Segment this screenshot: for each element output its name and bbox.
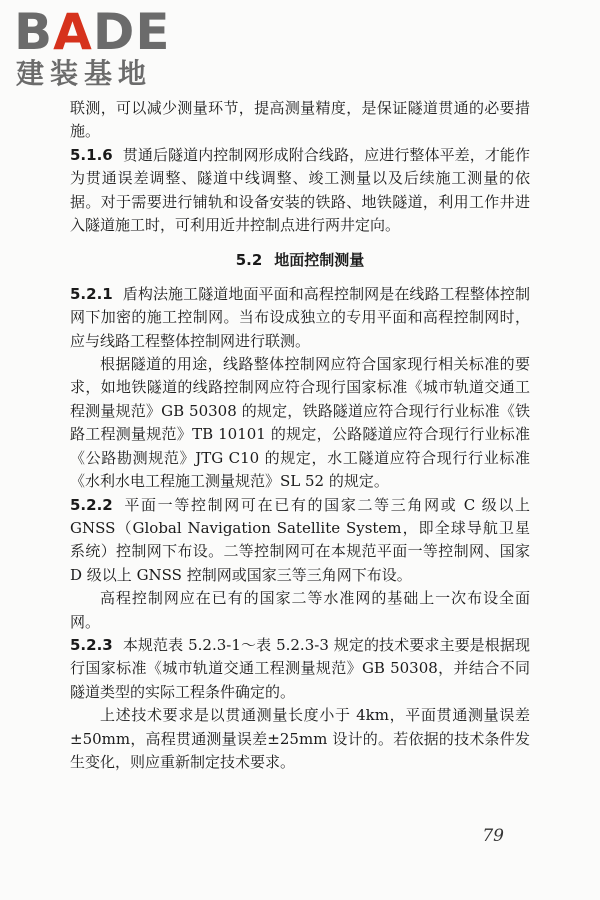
section-title: 地面控制测量 bbox=[274, 251, 365, 270]
clause: 5.2.3 本规范表 5.2.3-1～表 5.2.3-3 规定的技术要求主要是根据现行国家标准《城市轨道交通工程测量规范》GB 50308，并结合不同隧道类型的实际工程条件确定的。 bbox=[70, 635, 530, 701]
clause-number: 5.1.6 bbox=[70, 145, 113, 164]
page-number: 79 bbox=[482, 826, 504, 846]
document-body bbox=[70, 97, 530, 774]
paragraph: 根据隧道的用途，线路整体控制网应符合国家现行相关标准的要求，如地铁隧道的线路控制网应符合现行国家标准《城市轨道交通工程测量规范》GB 50308 的规定，铁路隧道应符合现行行业标准《铁路工程测量规范》TB 10101 的规定，公路隧道应符合现行行业标准《公路勘测规范》JTG C10 的规定，水工隧道应符合现行行业标准《水利水电工程施工测量规范》SL 52 的规定。 bbox=[70, 355, 530, 491]
paragraph: 联测，可以减少测量环节，提高测量精度，是保证隧道贯通的必要措施。 bbox=[70, 99, 530, 141]
logo-wordmark: BADE bbox=[14, 3, 171, 61]
clause: 5.1.6 贯通后隧道内控制网形成附合线路，应进行整体平差，才能作为贯通误差调整、隧道中线调整、竣工测量以及后续施工测量的依据。对于需要进行铺轨和设备安装的铁路、地铁隧道，利用工作井进入隧道施工时，可利用近井控制点进行两井定向。 bbox=[70, 145, 530, 235]
paragraph: 高程控制网应在已有的国家二等水准网的基础上一次布设全面网。 bbox=[70, 589, 530, 631]
clause-number: 5.2.3 bbox=[70, 635, 113, 654]
logo-subtitle: 建装基地 bbox=[16, 57, 153, 90]
clause-number: 5.2.1 bbox=[70, 284, 113, 303]
paragraph: 上述技术要求是以贯通测量长度小于 4km，平面贯通测量误差±50mm，高程贯通测量误差±25mm 设计的。若依据的技术条件发生变化，则应重新制定技术要求。 bbox=[70, 706, 530, 771]
section-heading bbox=[70, 249, 530, 272]
clause: 5.2.1 盾构法施工隧道地面平面和高程控制网是在线路工程整体控制网下加密的施工控制网。当布设成独立的专用平面和高程控制网时，应与线路工程整体控制网进行联测。 bbox=[70, 284, 530, 350]
brand-logo bbox=[14, 3, 174, 90]
clause: 5.2.2 平面一等控制网可在已有的国家二等三角网或 C 级以上 GNSS（Global Navigation Satellite System，即全球导航卫星系统）控制网下布设。二等控制网可在本规范平面一等控制网、国家 D 级以上 GNSS 控制网或国家三等三角网下布设。 bbox=[70, 495, 531, 584]
clause-number: 5.2.2 bbox=[70, 495, 113, 514]
section-number: 5.2 bbox=[235, 251, 263, 270]
